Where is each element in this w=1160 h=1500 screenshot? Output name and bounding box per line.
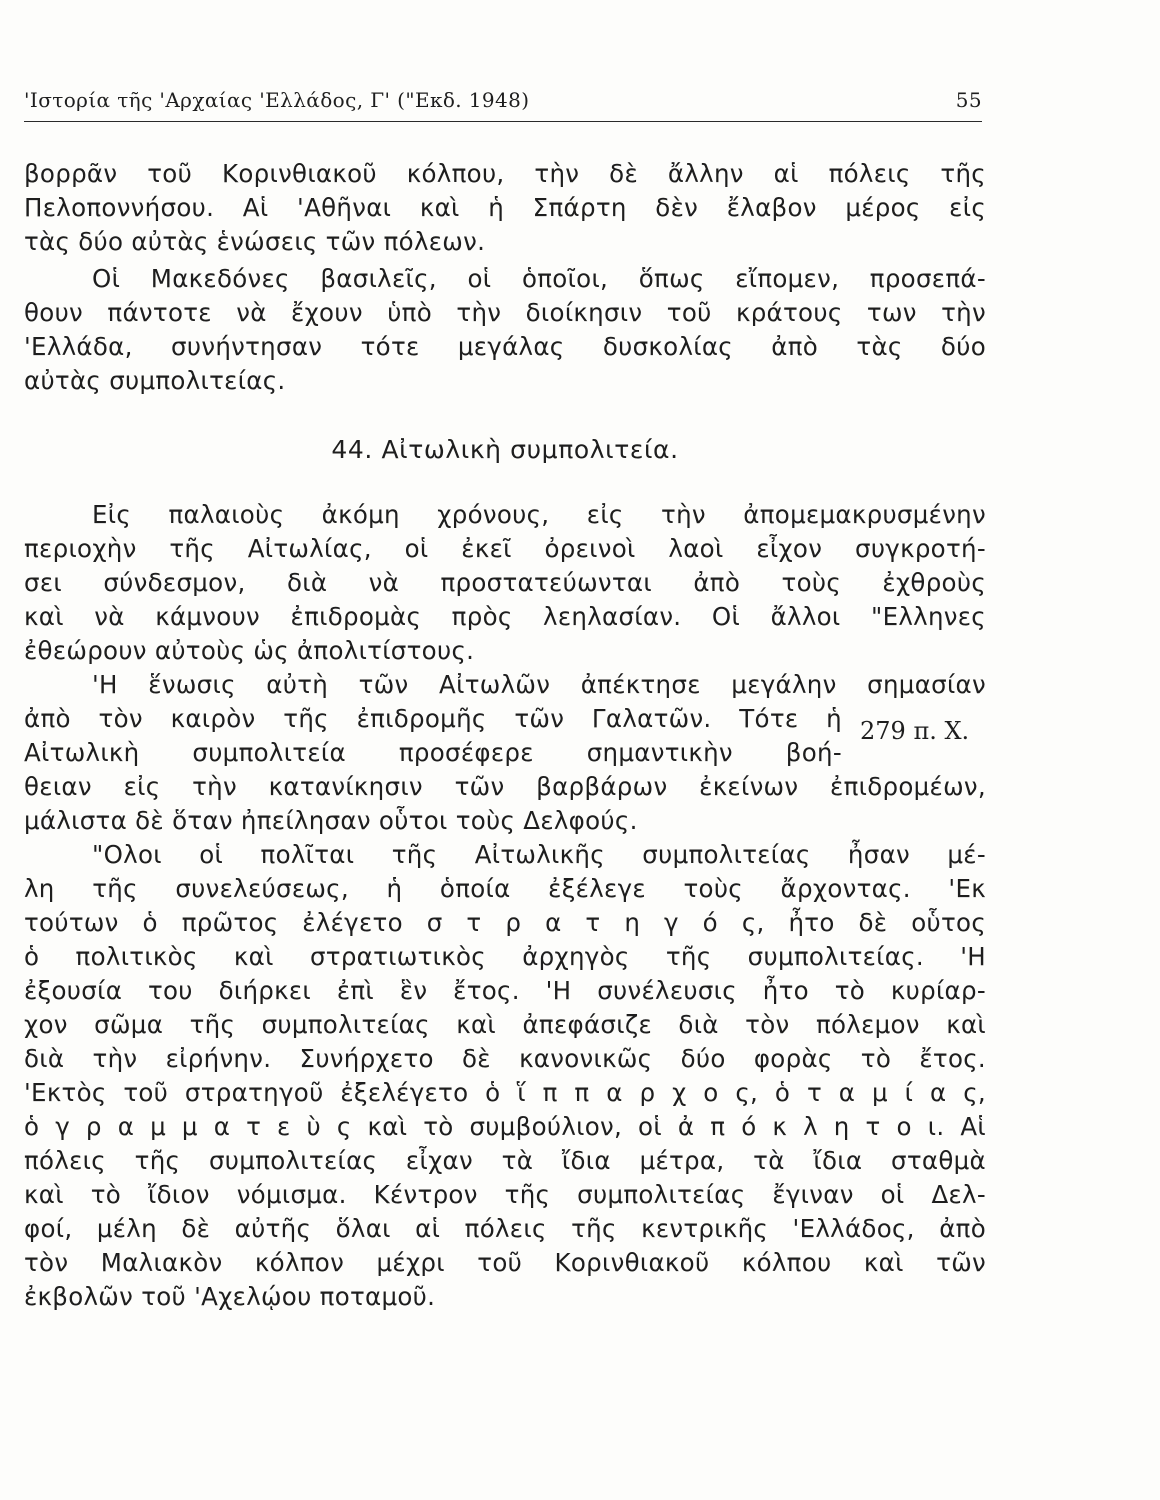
text-line: βορρᾶν τοῦ Κορινθιακοῦ κόλπου, τὴν δὲ ἄλλην αἱ πόλεις τῆς [24, 159, 986, 188]
text-line: φοί, μέλη δὲ αὐτῆς ὅλαι αἱ πόλεις τῆς κεντρικῆς 'Ελλάδος, ἀπὸ [24, 1214, 986, 1243]
text-line: περιοχὴν τῆς Αἰτωλίας, οἱ ἐκεῖ ὀρεινοὶ λαοὶ εἶχον συγκροτή- [24, 534, 986, 563]
text-line: διὰ τὴν εἰρήνην. Συνήρχετο δὲ κανονικῶς δύο φορὰς τὸ ἔτος. [24, 1044, 986, 1073]
text-line: Αἰτωλικὴ συμπολιτεία προσέφερε σημαντικὴν βοή- [24, 738, 842, 767]
text-line: ὁ γ ρ α μ μ α τ ε ὺ ς καὶ τὸ συμβούλιον, οἱ ἀ π ό κ λ η τ ο ι. Αἱ [24, 1112, 986, 1141]
text-line: λη τῆς συνελεύσεως, ἡ ὁποία ἐξέλεγε τοὺς ἄρχοντας. 'Εκ [24, 874, 986, 903]
text-line: καὶ τὸ ἴδιον νόμισμα. Κέντρον τῆς συμπολιτείας ἔγιναν οἱ Δελ- [24, 1180, 986, 1209]
text-line: μάλιστα δὲ ὅταν ἠπείλησαν οὗτοι τοὺς Δελφούς. [24, 806, 638, 835]
text-line: Εἰς παλαιοὺς ἀκόμη χρόνους, εἰς τὴν ἀπομεμακρυσμένην [92, 500, 986, 529]
text-line: καὶ νὰ κάμνουν ἐπιδρομὰς πρὸς λεηλασίαν. Οἱ ἄλλοι "Ελληνες [24, 602, 986, 631]
text-line: χον σῶμα τῆς συμπολιτείας καὶ ἀπεφάσιζε διὰ τὸν πόλεμον καὶ [24, 1010, 986, 1039]
text-line: πόλεις τῆς συμπολιτείας εἶχαν τὰ ἴδια μέτρα, τὰ ἴδια σταθμὰ [24, 1146, 986, 1175]
text-line: ἀπὸ τὸν καιρὸν τῆς ἐπιδρομῆς τῶν Γαλατῶν. Τότε ἡ [24, 704, 842, 733]
text-line: τούτων ὁ πρῶτος ἐλέγετο σ τ ρ α τ η γ ό ς, ἦτο δὲ οὗτος [24, 908, 986, 937]
margin-date-note: 279 π. Χ. [860, 717, 970, 745]
text-line: θουν πάντοτε νὰ ἔχουν ὑπὸ τὴν διοίκησιν τοῦ κράτους των τὴν [24, 298, 986, 327]
page-number: 55 [955, 88, 982, 112]
text-line: 'Εκτὸς τοῦ στρατηγοῦ ἐξελέγετο ὁ ἵ π π α ρ χ ο ς, ὁ τ α μ ί α ς, [24, 1078, 986, 1107]
text-line: Οἱ Μακεδόνες βασιλεῖς, οἱ ὁποῖοι, ὅπως εἴπομεν, προσεπά- [92, 264, 986, 293]
text-line: "Ολοι οἱ πολῖται τῆς Αἰτωλικῆς συμπολιτείας ἦσαν μέ- [92, 840, 986, 869]
text-line: Πελοποννήσου. Αἱ 'Αθῆναι καὶ ἡ Σπάρτη δὲν ἔλαβον μέρος εἰς [24, 193, 986, 222]
text-line: τὸν Μαλιακὸν κόλπον μέχρι τοῦ Κορινθιακοῦ κόλπου καὶ τῶν [24, 1248, 986, 1277]
text-line: τὰς δύο αὐτὰς ἑνώσεις τῶν πόλεων. [24, 227, 486, 256]
text-line: 'Ελλάδα, συνήντησαν τότε μεγάλας δυσκολίας ἀπὸ τὰς δύο [24, 332, 986, 361]
section-heading: 44. Αἰτωλικὴ συμπολιτεία. [331, 435, 679, 464]
running-header [24, 88, 982, 118]
text-line: ὁ πολιτικὸς καὶ στρατιωτικὸς ἀρχηγὸς τῆς συμπολιτείας. 'Η [24, 942, 986, 971]
text-line: αὐτὰς συμπολιτείας. [24, 366, 286, 395]
text-line: σει σύνδεσμον, διὰ νὰ προστατεύωνται ἀπὸ τοὺς ἐχθροὺς [24, 568, 986, 597]
text-line: θειαν εἰς τὴν κατανίκησιν τῶν βαρβάρων ἐκείνων ἐπιδρομέων, [24, 772, 986, 801]
text-line: ἐθεώρουν αὐτοὺς ὡς ἀπολιτίστους. [24, 636, 475, 665]
text-line: ἐκβολῶν τοῦ 'Αχελῴου ποταμοῦ. [24, 1282, 436, 1311]
running-title: 'Ιστορία τῆς 'Αρχαίας 'Ελλάδος, Γ' ("Εκδ. 1948) [24, 88, 530, 112]
text-line: 'Η ἕνωσις αὐτὴ τῶν Αἰτωλῶν ἀπέκτησε μεγάλην σημασίαν [92, 670, 986, 699]
header-rule [24, 121, 982, 122]
text-line: ἐξουσία του διήρκει ἐπὶ ἓν ἔτος. 'Η συνέλευσις ἦτο τὸ κυρίαρ- [24, 976, 986, 1005]
